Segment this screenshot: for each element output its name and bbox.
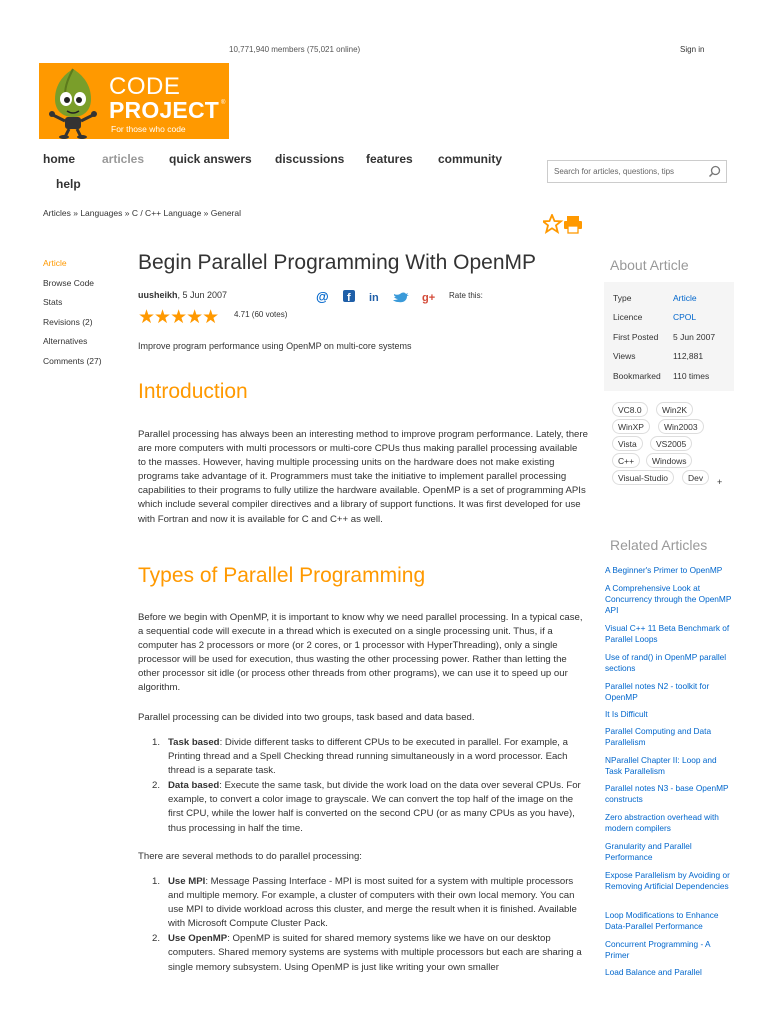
- related-article-link[interactable]: Concurrent Programming - A Primer: [605, 939, 711, 960]
- related-article-link[interactable]: Parallel notes N2 - toolkit for OpenMP: [605, 681, 710, 702]
- twitter-share-icon[interactable]: [393, 293, 409, 303]
- tag[interactable]: Vista: [612, 436, 643, 451]
- about-value[interactable]: Article: [673, 293, 697, 303]
- related-article-link[interactable]: A Beginner's Primer to OpenMP: [605, 565, 723, 575]
- list-item: [152, 736, 588, 778]
- heading-types-of-parallel-programming: Types of Parallel Programming: [138, 564, 426, 587]
- search-input[interactable]: [548, 161, 698, 182]
- groups-intro: Parallel processing can be divided into two groups, task based and data based.: [138, 712, 475, 723]
- sign-in-link[interactable]: Sign in: [680, 45, 705, 54]
- about-label: First Posted: [613, 332, 659, 342]
- list-number: 2.: [152, 933, 161, 945]
- tag[interactable]: Windows: [646, 453, 692, 468]
- nav-home[interactable]: home: [43, 152, 76, 166]
- about-value: 112,881: [673, 351, 704, 361]
- tag[interactable]: Win2K: [656, 402, 693, 417]
- site-logo[interactable]: [39, 63, 229, 139]
- related-articles-heading: Related Articles: [610, 537, 708, 553]
- about-row-views: [613, 351, 704, 361]
- list-number: 1.: [152, 876, 161, 887]
- about-article-box: [604, 282, 734, 391]
- svg-text:in: in: [369, 292, 379, 304]
- tag[interactable]: WinXP: [612, 419, 650, 434]
- logo-project-text: PROJECT: [109, 97, 220, 123]
- about-label: Licence: [613, 312, 643, 322]
- related-article-link[interactable]: Loop Modifications to Enhance Data-Parallel Performance: [605, 910, 719, 931]
- list-term: Task based: [168, 737, 220, 748]
- about-label: Views: [613, 351, 636, 361]
- facebook-share-icon[interactable]: [343, 290, 355, 304]
- about-value: 110 times: [673, 371, 710, 381]
- list-term: Use MPI: [168, 876, 206, 887]
- about-row-licence: [613, 312, 697, 322]
- logo-registered-mark: ®: [221, 100, 226, 106]
- about-row-type: [613, 293, 697, 303]
- top-bar: [0, 45, 768, 59]
- linkedin-share-icon[interactable]: [369, 292, 379, 304]
- list-text: : Message Passing Interface - MPI is most suited for a system with multiple processors and multiple memory. For example, a cluster of computers with their own local memory. You can use MPI to divide workload across this cluster, and merge the result when it is finished. Available with Microsoft Compute Cluster Pack.: [168, 876, 577, 930]
- nav-community[interactable]: community: [438, 152, 503, 166]
- methods-list: [152, 875, 588, 976]
- leftnav-browse-code[interactable]: Browse Code: [43, 277, 95, 288]
- search-icon[interactable]: [708, 165, 721, 178]
- about-row-bookmarked: [613, 371, 710, 381]
- list-item: [152, 875, 588, 931]
- heading-introduction: Introduction: [138, 380, 248, 403]
- list-term: Data based: [168, 780, 220, 792]
- about-label: Type: [613, 293, 632, 303]
- list-item: [152, 779, 588, 835]
- article-title: Begin Parallel Programming With OpenMP: [138, 251, 536, 274]
- list-number: 1.: [152, 737, 161, 748]
- list-text: : Execute the same task, but divide the work load on the data over several CPUs. For example, to convert a color image to grayscale. We can convert the top half of the image on the first CPU, while the lower half is converted on the second CPU (or as many CPUs as you have), thus processing in half the time.: [168, 780, 581, 834]
- rating-stars: ★★★★★: [138, 307, 219, 328]
- rate-this-label[interactable]: Rate this:: [449, 291, 483, 300]
- methods-intro: There are several methods to do parallel processing:: [138, 851, 362, 862]
- about-value[interactable]: CPOL: [673, 312, 697, 322]
- related-article-link[interactable]: NParallel Chapter II: Loop and Task Parallelism: [605, 755, 717, 776]
- leftnav-revisions[interactable]: Revisions (2): [43, 316, 93, 327]
- nav-help[interactable]: help: [56, 177, 81, 191]
- groups-list: [152, 736, 588, 837]
- leftnav-comments[interactable]: Comments (27): [43, 355, 102, 366]
- print-icon[interactable]: [564, 216, 582, 233]
- logo-tagline: For those who code: [111, 124, 186, 134]
- nav-features[interactable]: features: [366, 152, 413, 166]
- leftnav-alternatives[interactable]: Alternatives: [43, 336, 88, 346]
- google-plus-share-icon[interactable]: [422, 292, 435, 304]
- about-article-heading: About Article: [610, 257, 689, 273]
- mascot-icon: [43, 65, 103, 139]
- tag[interactable]: Visual-Studio: [612, 470, 674, 485]
- related-article-link[interactable]: Parallel notes N3 - base OpenMP constructs: [605, 783, 729, 804]
- leftnav-article[interactable]: Article: [43, 258, 67, 268]
- tag[interactable]: Dev: [682, 470, 709, 485]
- svg-text:@: @: [316, 289, 329, 304]
- related-article-link[interactable]: Load Balance and Parallel: [605, 967, 702, 977]
- tag[interactable]: VC8.0: [612, 402, 648, 417]
- list-text: : Divide different tasks to different CPUs to be executed in parallel. For example, a Printing thread and a Spell Checking thread running simultaneously in a word processor. Each thread is a separate task.: [168, 737, 568, 777]
- related-article-link[interactable]: Visual C++ 11 Beta Benchmark of Parallel Loops: [605, 623, 730, 644]
- nav-quick-answers[interactable]: quick answers: [169, 152, 252, 166]
- nav-articles[interactable]: articles: [102, 152, 145, 166]
- svg-text:f: f: [347, 292, 351, 304]
- list-item: [152, 932, 588, 974]
- types-paragraph: Before we begin with OpenMP, it is important to know why we need parallel processing. In a typical case, a sequential code will execute in a thread which is executed on a single processing unit. Thus, if a computer has 2 processors or more (or 2 cores, or 1 processor with HyperThreading), only a single processor will be used for execution, thus wasting the other processing power. Rather than letting the other processor sit idle (or process other threads from other programs), we can use it to speed up our algorithm.: [138, 612, 583, 694]
- intro-paragraph: Parallel processing has always been an interesting method to improve program performance. Lately, there are more computers with multi processors or multi-core CPUs thus making parallel processing available to the masses. However, having multiple processing units on the hardware does not make existing programs take advantage of it. Programmers must take the initiative to implement parallel processing capabilities to their programs to fully utilize the hardware available. OpenMP is a set of programming APIs which include several compiler directives and a library of support functions. It was first developed for use with Fortran and now it is available for C and C++ as well.: [138, 429, 588, 525]
- about-value: 5 Jun 2007: [673, 332, 716, 342]
- author-name[interactable]: uusheikh: [138, 290, 178, 300]
- related-article-link[interactable]: Use of rand() in OpenMP parallel sections: [605, 652, 727, 673]
- search-box: [547, 160, 727, 183]
- member-count: 10,771,940 members (75,021 online): [229, 45, 361, 54]
- email-share-icon[interactable]: [316, 289, 329, 304]
- article-author-line: [138, 290, 227, 300]
- article-summary: Improve program performance using OpenMP on multi-core systems: [138, 341, 412, 351]
- about-label: Bookmarked: [613, 371, 661, 381]
- svg-text:g+: g+: [422, 292, 436, 304]
- share-icons: [316, 289, 446, 304]
- bookmark-print-icons: [543, 214, 585, 234]
- logo-code-text: CODE: [109, 73, 181, 100]
- related-article-link[interactable]: A Comprehensive Look at Concurrency through the OpenMP API: [605, 583, 732, 615]
- related-article-link[interactable]: It Is Difficult: [605, 709, 648, 719]
- bookmark-star-icon[interactable]: [543, 215, 561, 232]
- list-text: : OpenMP is suited for shared memory systems like we have on our desktop computers. Shared memory systems are systems with multiple processors but each are sharing a single memory subsystem. Using OpenMP is just like writing your own smaller: [168, 933, 582, 973]
- tags-more-button[interactable]: +: [717, 477, 723, 487]
- breadcrumb[interactable]: Articles » Languages » C / C++ Language » General: [43, 208, 241, 218]
- related-article-link[interactable]: Zero abstraction overhead with modern compilers: [605, 812, 719, 833]
- tag[interactable]: VS2005: [650, 436, 692, 451]
- about-row-first-posted: [613, 332, 716, 342]
- rating-votes: 4.71 (60 votes): [234, 310, 288, 319]
- nav-discussions[interactable]: discussions: [275, 152, 345, 166]
- post-date: , 5 Jun 2007: [177, 290, 228, 300]
- list-term: Use OpenMP: [168, 933, 228, 945]
- leftnav-stats[interactable]: Stats: [43, 297, 63, 307]
- tag[interactable]: Win2003: [658, 419, 704, 434]
- tag[interactable]: C++: [612, 453, 640, 468]
- related-article-link[interactable]: Parallel Computing and Data Parallelism: [605, 726, 712, 747]
- related-article-link[interactable]: Granularity and Parallel Performance: [605, 841, 692, 862]
- related-article-link[interactable]: Expose Parallelism by Avoiding or Removing Artificial Dependencies: [605, 870, 730, 891]
- list-number: 2.: [152, 780, 161, 792]
- article-sidebar-nav: [43, 254, 102, 371]
